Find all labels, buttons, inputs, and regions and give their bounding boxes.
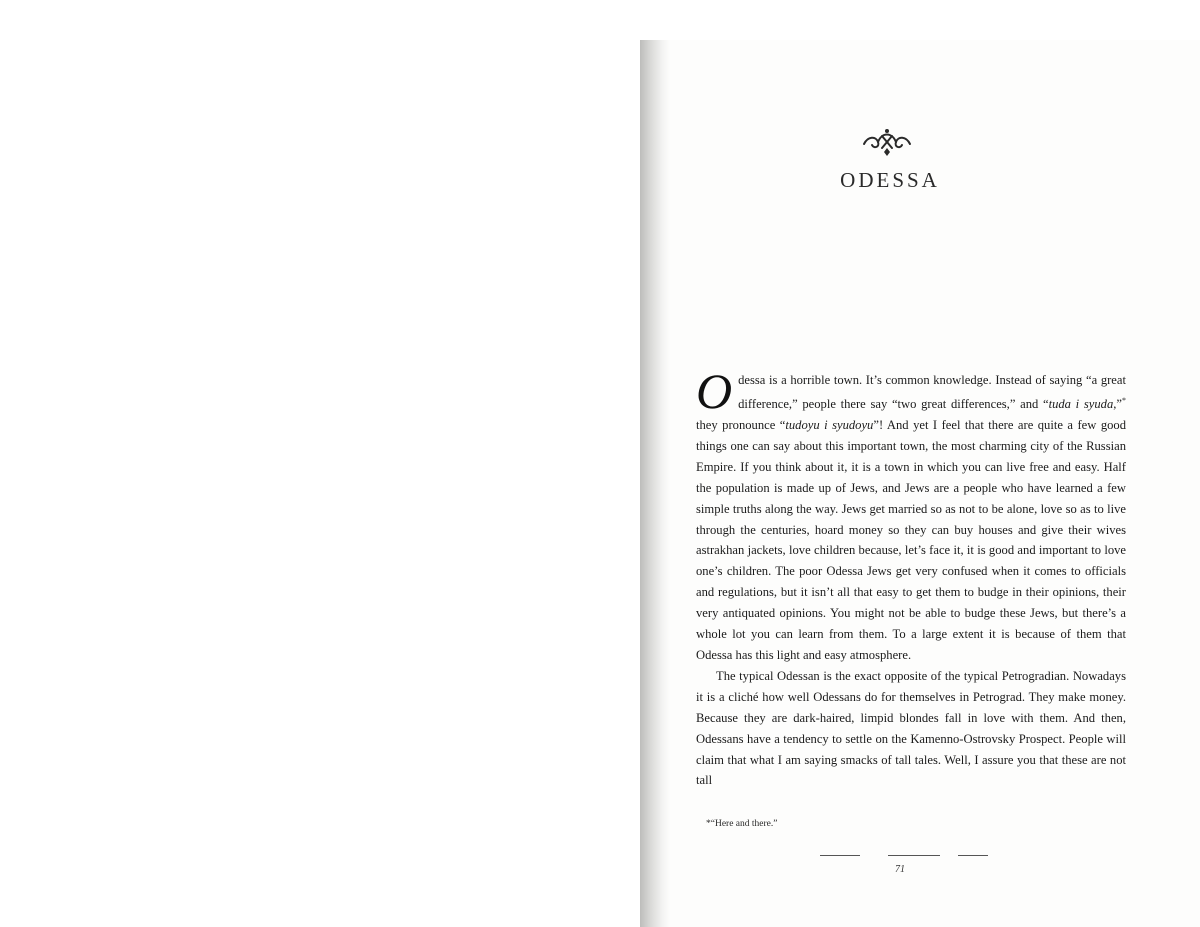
spine-shadow: [640, 40, 670, 927]
footnote: *“Here and there.”: [706, 819, 778, 829]
italic-phrase-2: tudoyu i syudoyu: [785, 418, 874, 432]
book-page: [640, 40, 1200, 927]
drop-cap: O: [696, 363, 733, 419]
footer-rule: [888, 855, 940, 856]
paragraph-1: [696, 363, 1127, 666]
italic-phrase-1: tuda i syuda: [1048, 397, 1114, 412]
paragraph-1-intro: dessa is a horrible town. It’s common knowledge. Instead of saying “a great difference,” people there say “two great differences,” and “: [738, 373, 1126, 412]
fleuron-ornament-icon: [860, 126, 914, 158]
footer-rule: [958, 855, 988, 856]
footer-rule: [820, 855, 860, 856]
footnote-marker: *: [1122, 395, 1126, 405]
body-text: [696, 363, 1127, 791]
page-number: 71: [895, 864, 905, 875]
paragraph-2: The typical Odessan is the exact opposite of the typical Petrogradian. Nowadays it is a cliché how well Odessans do for themselves in Petrograd. They make money. Because they are dark-haired, limpid blondes fall in love with them. And then, Odessans have a tendency to settle on the Kamenno-Ostrovsky Prospect. People will claim that what I am saying smacks of tall tales. Well, I assure you that these are not tall: [696, 668, 1126, 788]
paragraph-1-rest: ”! And yet I feel that there are quite a few good things one can say about this important town, the most charming city of the Russian Empire. If you think about it, it is a town in which you can live free and easy. Half the population is made up of Jews, and Jews are a people who have learned a few simple truths along the way. Jews get married so as not to be alone, love so as to live through the centuries, hoard money so they can buy houses and give their wives astrakhan jackets, love children because, let’s face it, it is good and important to love one’s children. The poor Odessa Jews get very confused when it comes to officials and regulations, but it isn’t all that easy to get them to budge in their opinions, their very antiquated opinions. You might not be able to budge these Jews, but there’s a whole lot you can learn from them. To a large extent it is because of them that Odessa has this light and easy atmosphere.: [696, 418, 1127, 662]
footer-rules: [820, 855, 990, 861]
paragraph-1-mid: ,”: [1113, 397, 1122, 412]
chapter-title: ODESSA: [840, 168, 940, 192]
paragraph-1-mid2: they pronounce “: [696, 418, 786, 432]
